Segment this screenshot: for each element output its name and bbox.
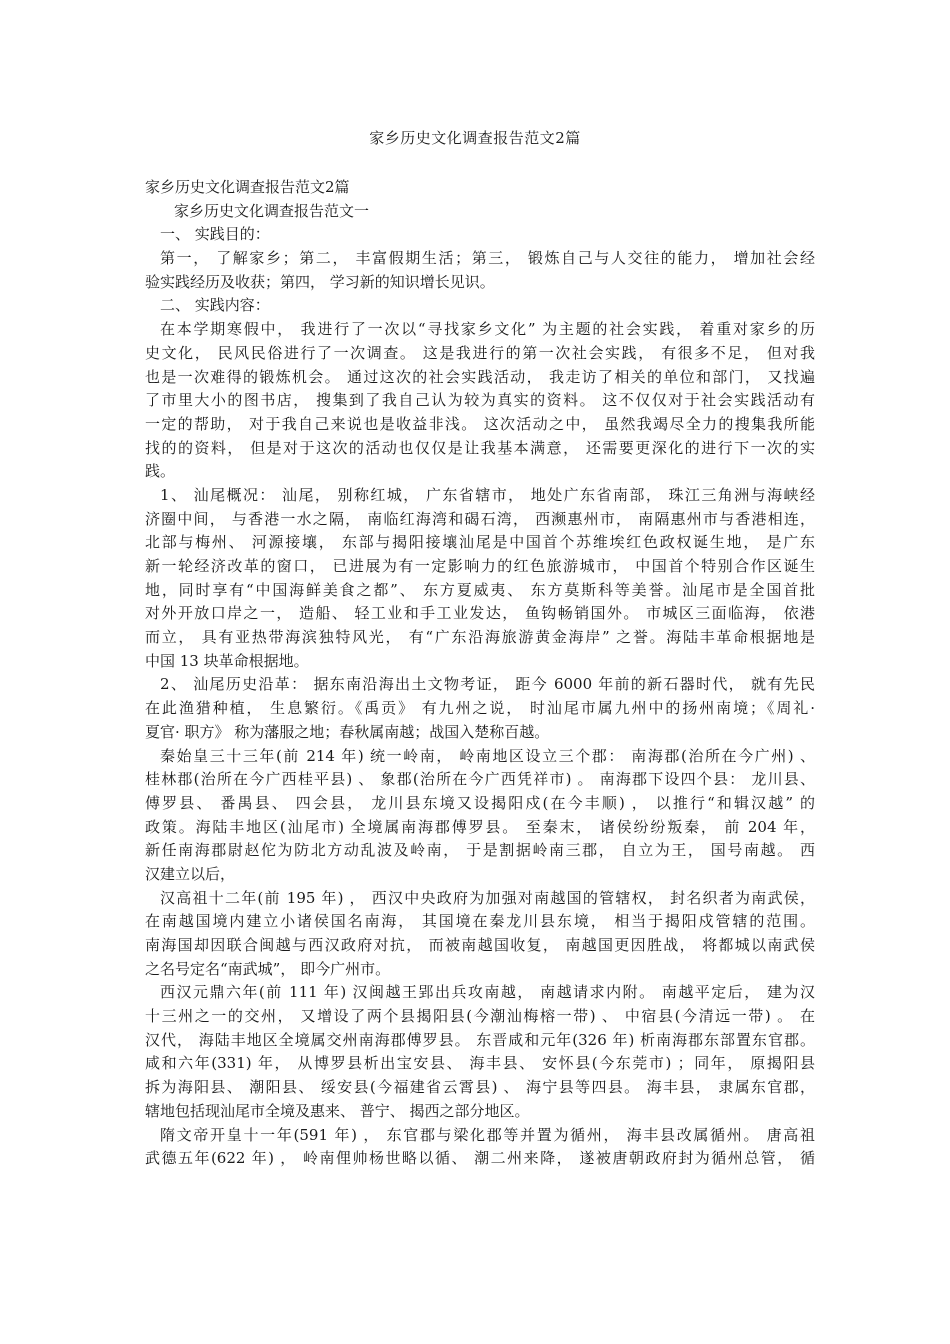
text-line: 了市里大小的图书店， 搜集到了我自己认为较为真实的资料。 这不仅仅对于社会实践活动有	[145, 391, 815, 410]
document-title: 家乡历史文化调查报告范文2篇	[369, 129, 581, 147]
text-line: 地，同时享有“中国海鲜美食之都”、 东方夏威夷、 东方莫斯科等美誉。汕尾市是全国首批	[145, 580, 815, 599]
text-line: 北部与梅州、 河源接壤， 东部与揭阳接壤汕尾是中国首个苏维埃红色政权诞生地， 是广东	[145, 533, 815, 552]
text-line: 辖地包括现汕尾市全境及惠来、 普宁、 揭西之部分地区。	[145, 1101, 530, 1120]
text-line: 傅罗县、 番禺县、 四会县， 龙川县东境又设揭阳戍(在今丰顺) ， 以推行“和辑汉越” 的	[145, 793, 815, 812]
text-line: 南海国却因联合闽越与西汉政府对抗， 而被南越国收复， 南越国更因胜战， 将都城以南武侯	[145, 936, 815, 954]
text-line: 中国 13 块革命根据地。	[145, 651, 309, 670]
text-line: 十三州之一的交州， 又增设了两个县揭阳县(今潮汕梅榕一带) 、 中宿县(今清远一带) 。 在	[145, 1007, 815, 1026]
text-line: 在本学期寒假中， 我进行了一次以“寻找家乡文化” 为主题的社会实践， 着重对家乡的历	[160, 320, 815, 339]
text-line: 找的的资料， 但是对于这次的活动也仅仅是让我基本满意， 还需要更深化的进行下一次的实	[145, 438, 815, 457]
text-line: 咸和六年(331) 年， 从博罗县析出宝安县、 海丰县、 安怀县(今东莞市) ；同年， 原揭阳县	[145, 1054, 815, 1073]
text-line: 夏官· 职方》 称为藩服之地；春秋属南越；战国入楚称百越。	[145, 722, 550, 741]
text-line: 第一， 了解家乡；第二， 丰富假期生活；第三， 锻炼自己与人交往的能力， 增加社会经	[160, 249, 815, 268]
text-line: 二、 实践内容：	[160, 296, 270, 315]
text-line: 史文化， 民风民俗进行了一次调查。 这是我进行的第一次社会实践， 有很多不足， 但对我	[145, 343, 815, 362]
text-line: 武德五年(622 年) ， 岭南俚帅杨世略以循、 潮二州来降， 遂被唐朝政府封为循州总管， 循	[145, 1149, 815, 1168]
text-line: 新任南海郡尉赵佗为防北方动乱波及岭南， 于是割据岭南三郡， 自立为王， 国号南越。 西	[145, 841, 815, 860]
text-line: 秦始皇三十三年(前 214 年) 统一岭南， 岭南地区设立三个郡： 南海郡(治所在今广州) 、	[160, 746, 815, 765]
text-line: 在此渔猎种植， 生息繁衍。《禹贡》 有九州之说， 时汕尾市属九州中的扬州南境；《周礼·	[145, 699, 815, 718]
text-line: 汉高祖十二年(前 195 年) ， 西汉中央政府为加强对南越国的管辖权， 封名织者为南武侯，	[160, 888, 815, 907]
text-line: 对外开放口岸之一， 造船、 轻工业和手工业发达， 鱼钩畅销国外。 市城区三面临海， 依港	[145, 604, 815, 623]
text-line: 拆为海阳县、 潮阳县、 绥安县(今福建省云霄县) 、 海宁县等四县。 海丰县， 隶属东官郡，	[145, 1078, 815, 1097]
text-line: 家乡历史文化调查报告范文一	[174, 201, 370, 220]
text-line: 隋文帝开皇十一年(591 年) ， 东官郡与梁化郡等并置为循州， 海丰县改属循州。 唐高祖	[160, 1125, 815, 1144]
text-line: 也是一次难得的锻炼机会。 通过这次的社会实践活动， 我走访了相关的单位和部门， 又找遍	[145, 367, 815, 386]
text-line: 新一轮经济改革的窗口， 已进展为有一定影响力的红色旅游城市， 中国首个特别合作区诞生	[145, 557, 815, 575]
text-line: 一定的帮助， 对于我自己来说也是收益非浅。 这次活动之中， 虽然我竭尽全力的搜集我所能	[145, 414, 815, 433]
document-body	[145, 176, 815, 1171]
text-line: 践。	[145, 462, 176, 481]
text-line: 济圈中间， 与香港一水之隔， 南临红海湾和碣石湾， 西濒惠州市， 南隔惠州市与香港相连，	[145, 509, 815, 528]
text-line: 在南越国境内建立小诸侯国名南海， 其国境在秦龙川县东境， 相当于揭阳戍管辖的范围。	[145, 912, 815, 931]
text-line: 验实践经历及收获；第四， 学习新的知识增长见识。	[145, 272, 495, 291]
text-line: 汉建立以后，	[145, 864, 236, 883]
text-line: 西汉元鼎六年(前 111 年) 汉闽越王郢出兵攻南越， 南越请求内附。 南越平定后， 建为汉	[160, 983, 815, 1002]
text-line: 1、 汕尾概况： 汕尾， 别称红城， 广东省辖市， 地处广东省南部， 珠江三角洲与海峡经	[160, 485, 815, 504]
text-line: 之名号定名“南武城”， 即今广州市。	[145, 959, 391, 978]
text-line: 政策。海陆丰地区(汕尾市) 全境属南海郡傅罗县。 至秦末， 诸侯纷纷叛秦， 前 204 年，	[145, 817, 815, 836]
text-line: 家乡历史文化调查报告范文2篇	[145, 178, 350, 196]
text-line: 而立， 具有亚热带海滨独特风光， 有“广东沿海旅游黄金海岸” 之誉。海陆丰革命根据地是	[145, 628, 815, 647]
text-line: 2、 汕尾历史沿革： 据东南沿海出土文物考证， 距今 6000 年前的新石器时代， 就有先民	[160, 675, 815, 694]
text-line: 汉代， 海陆丰地区全境属交州南海郡傅罗县。 东晋咸和元年(326 年) 析南海郡东部置东官郡。	[145, 1030, 815, 1049]
text-line: 一、 实践目的：	[160, 225, 270, 244]
text-line: 桂林郡(治所在今广西桂平县) 、 象郡(治所在今广西凭祥市) 。 南海郡下设四个县： 龙川县、	[145, 770, 815, 789]
